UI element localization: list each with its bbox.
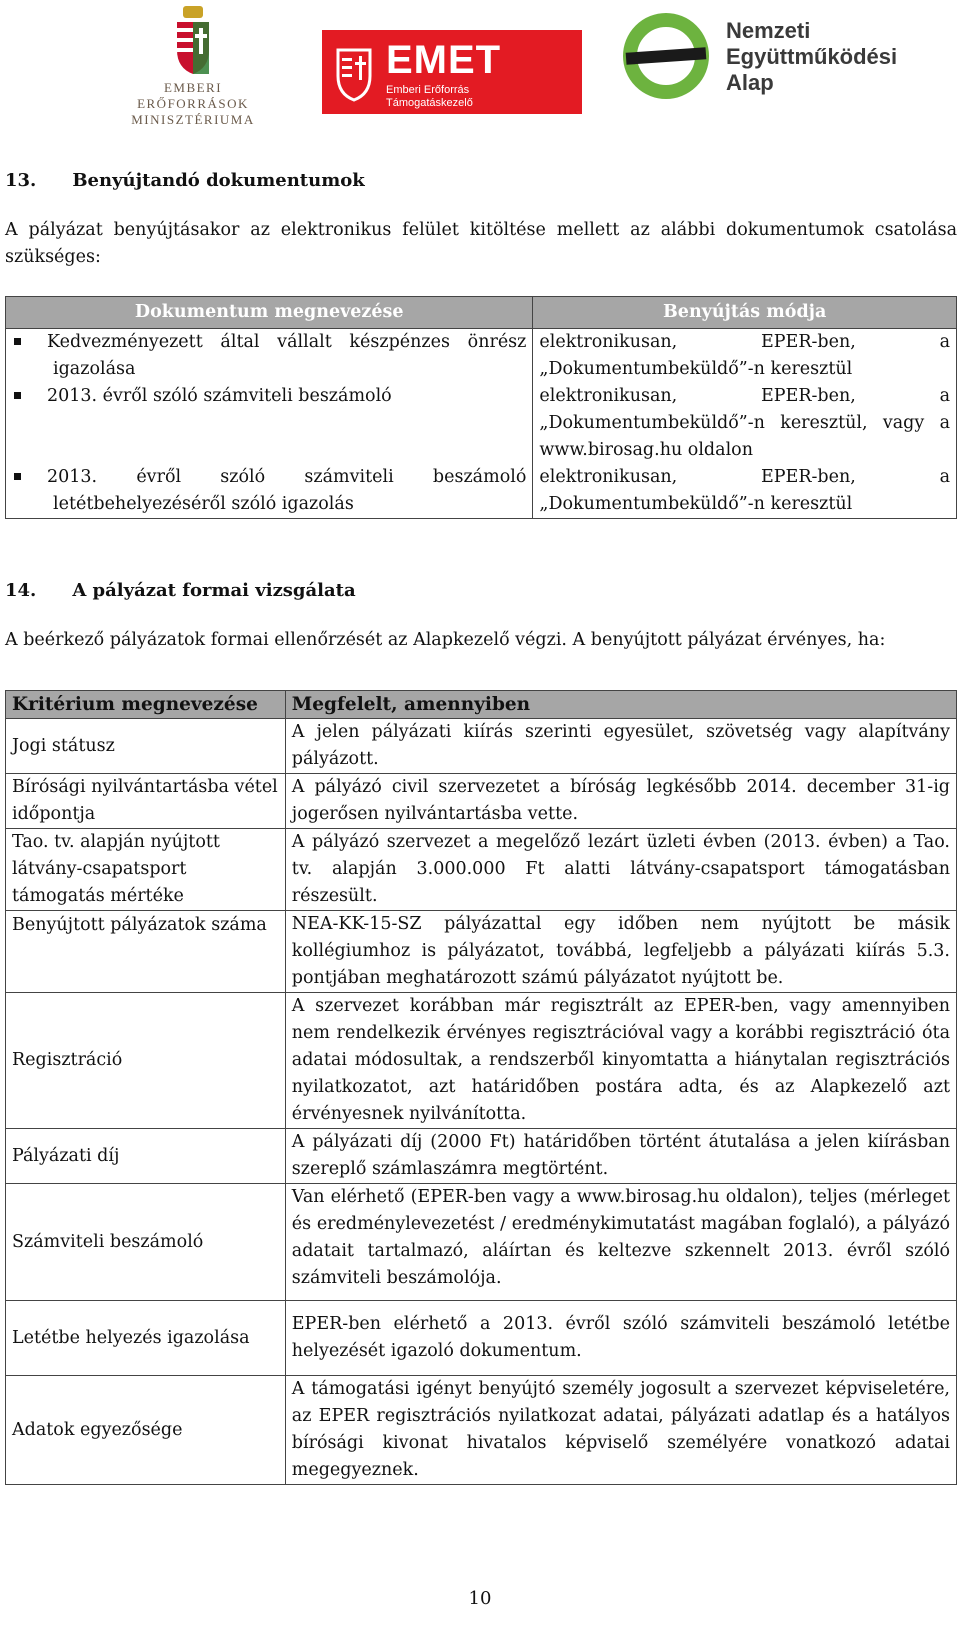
emet-emblem-icon: [334, 42, 374, 102]
table-row: Tao. tv. alapján nyújtott látvány-csapatsport támogatás mértéke A pályázó szervezet a megelőző lezárt üzleti évben (2013. évben) a Tao. tv. alapján 3.000.000 Ft alatti látvány-csapatsport támogatásban részesült.: [6, 829, 957, 911]
header-satisfied-if: Megfelelt, amennyiben: [285, 691, 956, 719]
header-criterion: Kritérium megnevezése: [6, 691, 286, 719]
documents-table: [5, 296, 957, 519]
table-row: 2013. évről szóló számviteli beszámoló elektronikusan, EPER-ben, a „Dokumentumbeküldő”-n keresztül, vagy a www.birosag.hu oldalon: [6, 383, 957, 464]
criteria-table-header: [6, 691, 957, 719]
bullet-icon: [14, 338, 21, 345]
section-13-intro: A pályázat benyújtásakor az elektronikus felület kitöltése mellett az alábbi dokumentumok csatolása szükséges:: [5, 220, 957, 267]
table-row: Bírósági nyilvántartásba vétel időpontja A pályázó civil szervezetet a bíróság legkésőbb 2014. december 31-ig jogerősen nyilvántartásba vette.: [6, 774, 957, 829]
section-14: [5, 580, 957, 1485]
header-document-name: Dokumentum megnevezése: [6, 297, 533, 329]
nea-ring-icon: [620, 10, 712, 102]
header-logos: [0, 0, 960, 130]
header-submission-mode: Benyújtás módja: [533, 297, 957, 329]
nea-logo: [620, 10, 950, 100]
table-row: Kedvezményezett által vállalt készpénzes önrész igazolása elektronikusan, EPER-ben, a „Dokumentumbeküldő”-n keresztül: [6, 329, 957, 384]
table-row: Letétbe helyezés igazolása EPER-ben elérhető a 2013. évről szóló számviteli beszámoló letétbe helyezését igazoló dokumentum.: [6, 1301, 957, 1376]
table-row: Pályázati díj A pályázati díj (2000 Ft) határidőben történt átutalása a jelen kiírásban szereplő számlaszámra megtörtént.: [6, 1129, 957, 1184]
section-14-heading: 14. A pályázat formai vizsgálata: [5, 580, 356, 601]
nea-name: Nemzeti Együttműködési Alap: [726, 18, 898, 95]
table-row: 2013. évről szóló számviteli beszámoló letétbehelyezéséről szóló igazolás elektronikusan, EPER-ben, a „Dokumentumbeküldő”-n keresztül: [6, 464, 957, 519]
ministry-name-line2: MINISZTÉRIUMA: [131, 112, 255, 127]
emet-title: EMET: [386, 38, 502, 82]
emet-subtitle: Emberi Erőforrás Támogatáskezelő: [386, 84, 473, 109]
bullet-icon: [14, 392, 21, 399]
coat-of-arms-icon: [173, 6, 213, 76]
criteria-table: [5, 690, 957, 1485]
table-row: Regisztráció A szervezet korábban már regisztrált az EPER-ben, vagy amennyiben nem rendelkezik érvényes regisztrációval vagy a korábbi regisztráció óta adatai módosultak, a rendszerből kinyomtatta a hiánytalan regisztrációs nyilatkozatot, azt határidőben postára adta, és az Alapkezelő azt érvényesnek nyilvánította.: [6, 993, 957, 1129]
documents-table-header: [6, 297, 957, 329]
ministry-name-line1: EMBERI ERŐFORRÁSOK: [137, 80, 249, 111]
ministry-logo: [108, 6, 278, 127]
section-13: [5, 170, 957, 519]
emet-logo: [322, 30, 582, 114]
table-row: Benyújtott pályázatok száma NEA-KK-15-SZ pályázattal egy időben nem nyújtott be másik kollégiumhoz is pályázatot, továbbá, legfeljebb a pályázati kiírás 5.3. pontjában meghatározott számú pályázatot nyújtott be.: [6, 911, 957, 993]
section-13-heading: 13. Benyújtandó dokumentumok: [5, 170, 365, 191]
table-row: Jogi státusz A jelen pályázati kiírás szerinti egyesület, szövetség vagy alapítvány pályázott.: [6, 719, 957, 774]
section-14-intro: A beérkező pályázatok formai ellenőrzését az Alapkezelő végzi. A benyújtott pályázat érvényes, ha:: [5, 630, 886, 650]
table-row: Adatok egyezősége A támogatási igényt benyújtó személy jogosult a szervezet képviseletére, az EPER regisztrációs nyilatkozat adatai, pályázati adatlap és a hatályos bírósági kivonat hivatalos képviselő személyére vonatkozó adatai megegyeznek.: [6, 1376, 957, 1485]
bullet-icon: [14, 473, 21, 480]
table-row: Számviteli beszámoló Van elérhető (EPER-ben vagy a www.birosag.hu oldalon), teljes (mérleget és eredménylevezetést / eredménykimutatást magában foglaló), a pályázó adatait tartalmazó, aláírtan és keltezve szkennelt 2013. évről szóló számviteli beszámolója.: [6, 1184, 957, 1301]
page-number: 10: [468, 1588, 492, 1609]
